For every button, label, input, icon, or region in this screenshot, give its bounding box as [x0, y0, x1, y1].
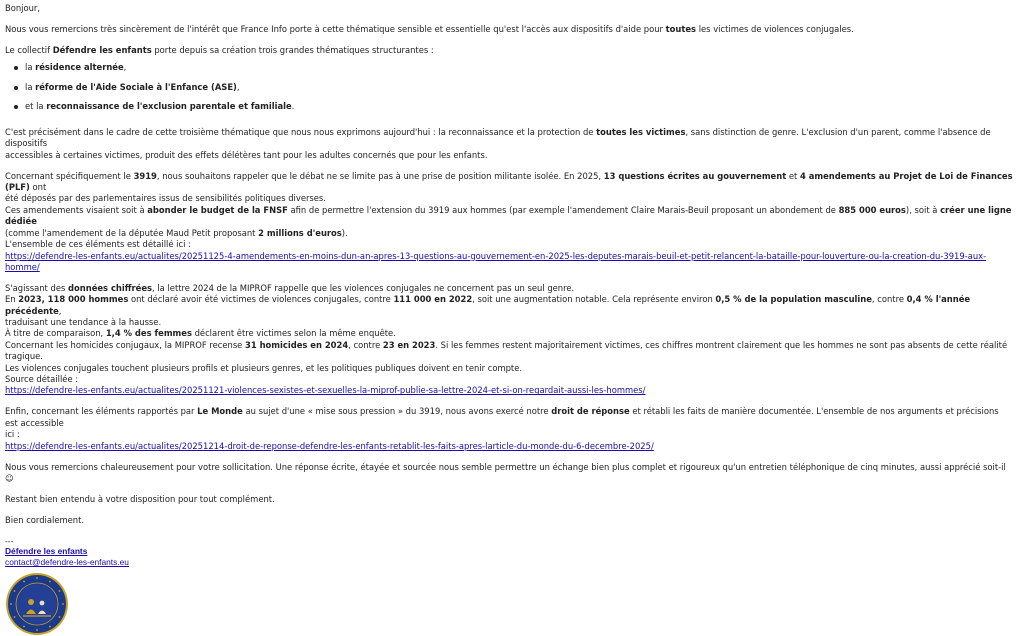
bullet-icon: [14, 105, 18, 109]
bullet-icon: [14, 86, 18, 90]
greeting: Bonjour,: [5, 3, 41, 13]
availability-paragraph: Restant bien entendu à votre disposition pour tout complément.: [5, 493, 275, 504]
list-item: la résidence alternée,: [25, 62, 1014, 73]
intro-paragraph: Nous vous remercions très sincèrement de l'intérêt que France Info porte à cette thématique sensible et essentielle qu'est l'accès aux dispositifs d'aide pour toutes les victimes de violences conjugales.: [5, 23, 854, 34]
lemonde-paragraph: Enfin, concernant les éléments rapportés par Le Monde au sujet d'une « mise sous pression » du 3919, nous avons exercé notre droit de réponse et rétabli les faits de manière documentée. L'ensemble de nos arguments et précisions est accessible ici : https://defendre-les-enfants.eu/actualites/20251214-droit-de-reponse-defendre-les-enfants-retablit-les-faits-apres-larticle-du-monde-du-6-decembre-2025/: [5, 406, 999, 451]
third-theme-paragraph: C'est précisément dans le cadre de cette troisième thématique que nous nous exprimons aujourd'hui : la reconnaissance et la protection de toutes les victimes, sans distinction de genre. L'exclusion d'un parent, comme l'absence de dispositifs accessibles à certaines victimes, produit des effets délétères tant pour les adultes concernés que pour les enfants.: [5, 126, 991, 160]
paragraph-3919: Concernant spécifiquement le 3919, nous souhaitons rappeler que le débat ne se limite pas à une prise de position militante isolée. En 2025, 13 questions écrites au gouvernement et 4 amendements au Projet de Loi de Finances (PLF) ont été déposés par des parlementaires issus de sensibilités politiques diverses. Ces amendements visaient soit à abonder le budget de la FNSF afin de permettre l'extension du 3919 aux hommes (par exemple l'amendement Claire Marais-Beuil proposant un abondement de 885 000 euros), soit à créer une ligne dédiée (comme l'amendement de la députée Maud Petit proposant 2 millions d'euros). L'ensemble de ces éléments est détaillé ici : https://defendre-les-enfants.eu/actualites/20251125-4-amendements-en-moins-dun-an-apres-13-questions-au-gouvernement-en-2025-les-deputes-marais-beuil-et-petit-relancent-la-bataille-pour-louverture-ou-la-creation-du-3919-aux-homme/: [5, 170, 1013, 272]
signature-name-link[interactable]: Défendre les enfants: [5, 546, 88, 557]
bullet-icon: [14, 66, 18, 70]
amendments-article-link[interactable]: https://defendre-les-enfants.eu/actualites/20251125-4-amendements-en-moins-dun-an-apres-13-questions-au-gouvernement-en-2025-les-deputes-marais-beuil-et-petit-relancent-la-bataille-pour-louverture-ou-la-creation-du-3919-aux-homme/: [5, 250, 987, 272]
themes-list: [5, 62, 1014, 113]
figures-paragraph: S'agissant des données chiffrées, la lettre 2024 de la MIPROF rappelle que les violences conjugales ne concernent pas un seul genre. En 2023, 118 000 hommes ont déclaré avoir été victimes de violences conjugales, contre 111 000 en 2022, soit une augmentation notable. Cela représente environ 0,5 % de la population masculine, contre 0,4 % l'année précédente, traduisant une tendance à la hausse. À titre de comparaison, 1,4 % des femmes déclarent être victimes selon la même enquête. Concernant les homicides conjugaux, la MIPROF recense 31 homicides en 2024, contre 23 en 2023. Si les femmes restent majoritairement victimes, ces chiffres montrent clairement que les hommes ne sont pas absents de cette réalité tragique. Les violences conjugales touchent plusieurs profils et plusieurs genres, et les politiques publiques doivent en tenir compte. Source détaillée : https://defendre-les-enfants.eu/actualites/20251121-violences-sexistes-et-sexuelles-la-miprof-publie-sa-lettre-2024-et-si-on-regardait-aussi-les-hommes/: [5, 282, 1008, 396]
closing: Bien cordialement.: [5, 514, 85, 525]
list-item: et la reconnaissance de l'exclusion parentale et familiale.: [25, 101, 1014, 112]
thanks-paragraph: Nous vous remercions chaleureusement pour votre sollicitation. Une réponse écrite, étayée et sourcée nous semble permettre un échange bien plus complet et rigoureux qu'un entretien téléphonique de cinq minutes, aussi apprécié soit-il ☺: [5, 461, 1006, 483]
list-item: la réforme de l'Aide Sociale à l'Enfance (ASE),: [25, 82, 1014, 93]
response-article-link[interactable]: https://defendre-les-enfants.eu/actualites/20251214-droit-de-reponse-defendre-les-enfants-retablit-les-faits-apres-larticle-du-monde-du-6-decembre-2025/: [5, 440, 654, 451]
signature-email-link[interactable]: contact@defendre-les-enfants.eu: [5, 557, 129, 568]
collective-paragraph: Le collectif Défendre les enfants porte depuis sa création trois grandes thématiques structurantes :: [5, 44, 434, 55]
association-logo: [5, 572, 69, 636]
signature: [5, 536, 1014, 636]
signature-separator: ---: [5, 535, 14, 546]
miprof-article-link[interactable]: https://defendre-les-enfants.eu/actualites/20251121-violences-sexistes-et-sexuelles-la-miprof-publie-sa-lettre-2024-et-si-on-regardait-aussi-les-hommes/: [5, 385, 646, 396]
